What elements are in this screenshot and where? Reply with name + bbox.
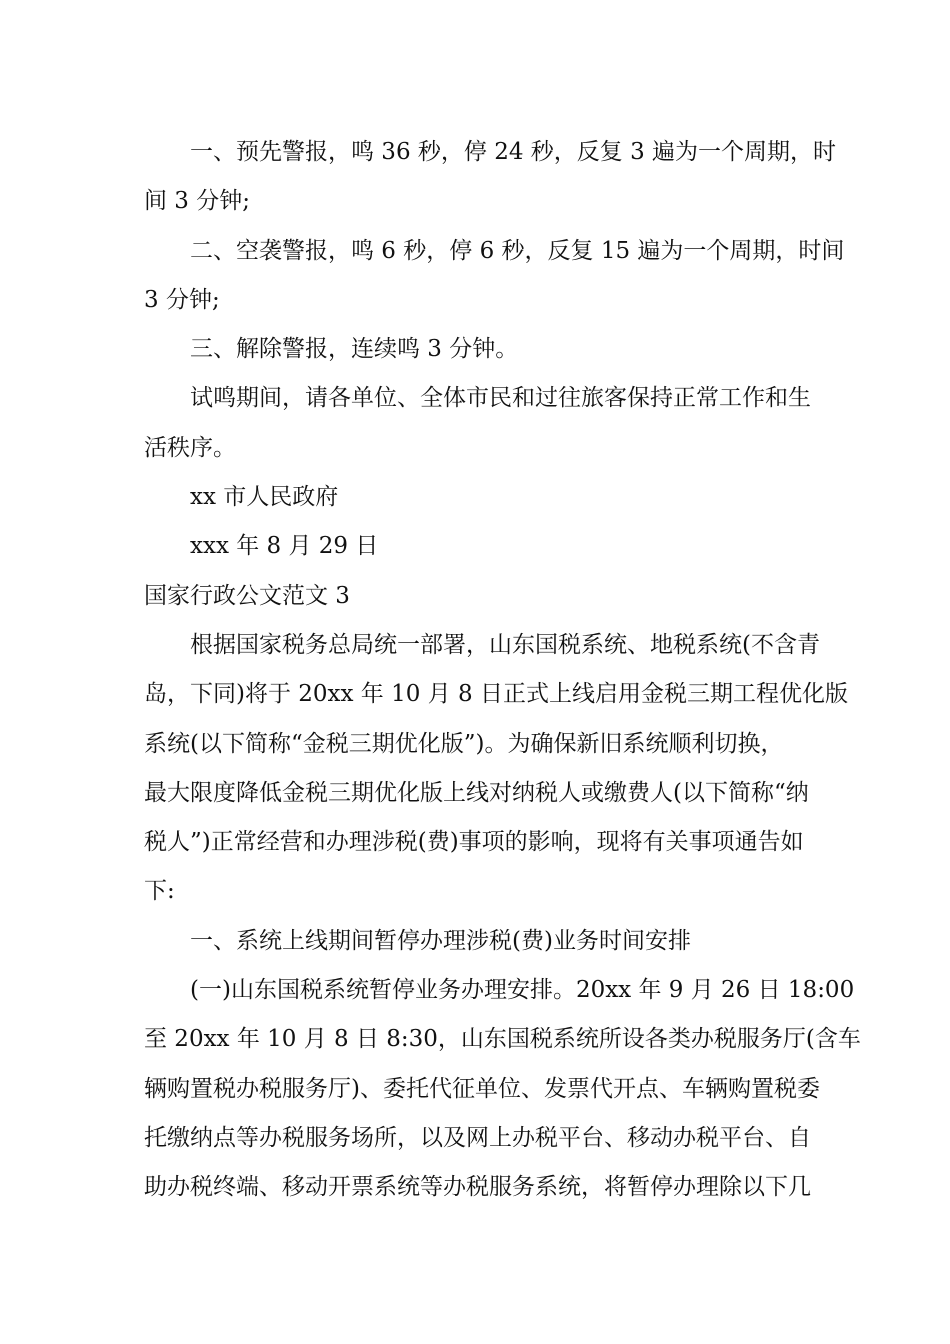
text-line: 试鸣期间，请各单位、全体市民和过往旅客保持正常工作和生 xyxy=(190,385,811,412)
text-line: 最大限度降低金税三期优化版上线对纳税人或缴费人(以下简称“纳 xyxy=(144,779,809,806)
text-line: 二、空袭警报，鸣 6 秒，停 6 秒，反复 15 遍为一个周期，时间 xyxy=(190,237,845,264)
text-line: 税人”)正常经营和办理涉税(费)事项的影响，现将有关事项通告如 xyxy=(144,829,804,856)
text-line: 岛，下同)将于 20xx 年 10 月 8 日正式上线启用金税三期工程优化版 xyxy=(144,681,848,708)
text-line: 三、解除警报，连续鸣 3 分钟。 xyxy=(190,336,519,363)
text-line: 助办税终端、移动开票系统等办税服务系统，将暂停办理除以下几 xyxy=(144,1174,811,1201)
text-line: 一、预先警报，鸣 36 秒，停 24 秒，反复 3 遍为一个周期，时 xyxy=(190,139,837,165)
text-line: 3 分钟; xyxy=(144,286,220,313)
subheading-line: 一、系统上线期间暂停办理涉税(费)业务时间安排 xyxy=(190,927,691,954)
text-line: 至 20xx 年 10 月 8 日 8:30，山东国税系统所设各类办税服务厅(含车 xyxy=(144,1026,861,1053)
text-line: 间 3 分钟; xyxy=(144,188,251,215)
text-line: 托缴纳点等办税服务场所，以及网上办税平台、移动办税平台、自 xyxy=(144,1124,811,1151)
date-line: xxx 年 8 月 29 日 xyxy=(190,533,379,560)
document-body xyxy=(144,128,861,1213)
section-title: 国家行政公文范文 3 xyxy=(144,582,350,609)
issuer-line: xx 市人民政府 xyxy=(190,484,339,511)
text-line: 系统(以下简称“金税三期优化版”)。为确保新旧系统顺利切换， xyxy=(144,730,784,757)
text-line: 活秩序。 xyxy=(144,434,236,461)
text-line: 根据国家税务总局统一部署，山东国税系统、地税系统(不含青 xyxy=(190,631,820,658)
text-line: 辆购置税办税服务厅)、委托代征单位、发票代开点、车辆购置税委 xyxy=(144,1075,820,1102)
text-line: 下: xyxy=(144,878,175,905)
text-line: (一)山东国税系统暂停业务办理安排。20xx 年 9 月 26 日 18:00 xyxy=(190,977,855,1004)
